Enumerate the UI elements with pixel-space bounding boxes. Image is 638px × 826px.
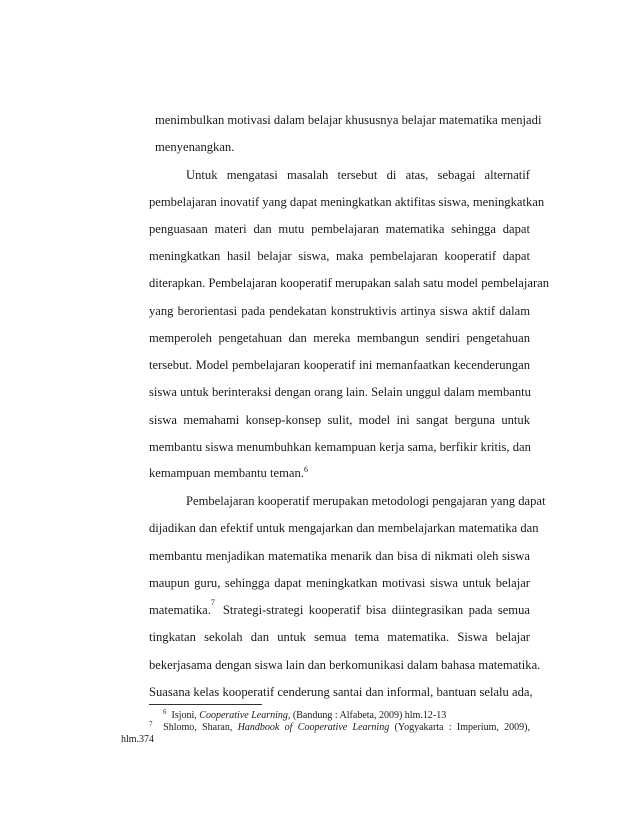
- footnote-text: (Yogyakarta : Imperium, 2009),: [389, 722, 531, 733]
- body-line: siswa untuk berinteraksi dengan orang lain. Selain unggul dalam membantu: [149, 385, 531, 399]
- body-line: membantu siswa menumbuhkan kemampuan kerja sama, berfikir kritis, dan: [149, 440, 531, 454]
- body-line: [149, 598, 530, 618]
- body-line: Suasana kelas kooperatif cenderung santai dan informal, bantuan selalu ada,: [149, 685, 533, 699]
- body-line: tersebut. Model pembelajaran kooperatif ini memanfaatkan kecenderungan: [149, 358, 530, 372]
- body-line: [149, 466, 530, 481]
- body-line: dijadikan dan efektif untuk mengajarkan dan membelajarkan matematika dan: [149, 521, 539, 535]
- footnote-divider: [149, 704, 262, 705]
- body-line: tingkatan sekolah dan untuk semua tema matematika. Siswa belajar: [149, 630, 530, 644]
- body-line: diterapkan. Pembelajaran kooperatif merupakan salah satu model pembelajaran: [149, 276, 550, 290]
- footnote-number: 7: [149, 720, 153, 728]
- body-line: bekerjasama dengan siswa lain dan berkomunikasi dalam bahasa matematika.: [149, 658, 541, 672]
- body-line: Untuk mengatasi masalah tersebut di atas, sebagai alternatif: [186, 168, 530, 182]
- footnote-title: Handbook of Cooperative Learning: [237, 722, 390, 733]
- body-line: meningkatkan hasil belajar siswa, maka pembelajaran kooperatif dapat: [149, 249, 530, 263]
- footnote-7: [149, 722, 530, 734]
- footnote-ref-6: 6: [303, 465, 308, 474]
- body-line: menimbulkan motivasi dalam belajar khususnya belajar matematika menjadi: [155, 113, 542, 127]
- body-line: memperoleh pengetahuan dan mereka membangun sendiri pengetahuan: [149, 331, 530, 345]
- footnote-text: Isjoni,: [171, 710, 200, 721]
- body-line-text: matematika.: [149, 603, 211, 617]
- footnote-text: Shlomo, Sharan,: [163, 722, 238, 733]
- body-line: yang berorientasi pada pendekatan konstruktivis artinya siswa aktif dalam: [149, 304, 530, 318]
- body-line: maupun guru, sehingga dapat meningkatkan motivasi siswa untuk belajar: [149, 576, 530, 590]
- body-line: siswa memahami konsep-konsep sulit, model ini sangat berguna untuk: [149, 413, 530, 427]
- footnote-ref-7: 7: [210, 598, 215, 607]
- body-line-text: Strategi-strategi kooperatif bisa diintegrasikan pada semua: [222, 603, 530, 617]
- body-line: Pembelajaran kooperatif merupakan metodologi pengajaran yang dapat: [186, 494, 546, 508]
- body-line: penguasaan materi dan mutu pembelajaran matematika sehingga dapat: [149, 222, 530, 236]
- body-line: membantu menjadikan matematika menarik dan bisa di nikmati oleh siswa: [149, 549, 530, 563]
- body-line: pembelajaran inovatif yang dapat meningkatkan aktifitas siswa, meningkatkan: [149, 195, 545, 209]
- body-line-text: kemampuan membantu teman.: [149, 466, 304, 480]
- footnote-number: 6: [163, 708, 167, 716]
- footnote-text: (Bandung : Alfabeta, 2009) hlm.12-13: [290, 710, 447, 721]
- body-line: menyenangkan.: [155, 140, 235, 154]
- footnote-7-continued: hlm.374: [121, 734, 155, 745]
- footnote-6: [163, 710, 446, 722]
- footnote-title: Cooperative Learning,: [199, 710, 291, 721]
